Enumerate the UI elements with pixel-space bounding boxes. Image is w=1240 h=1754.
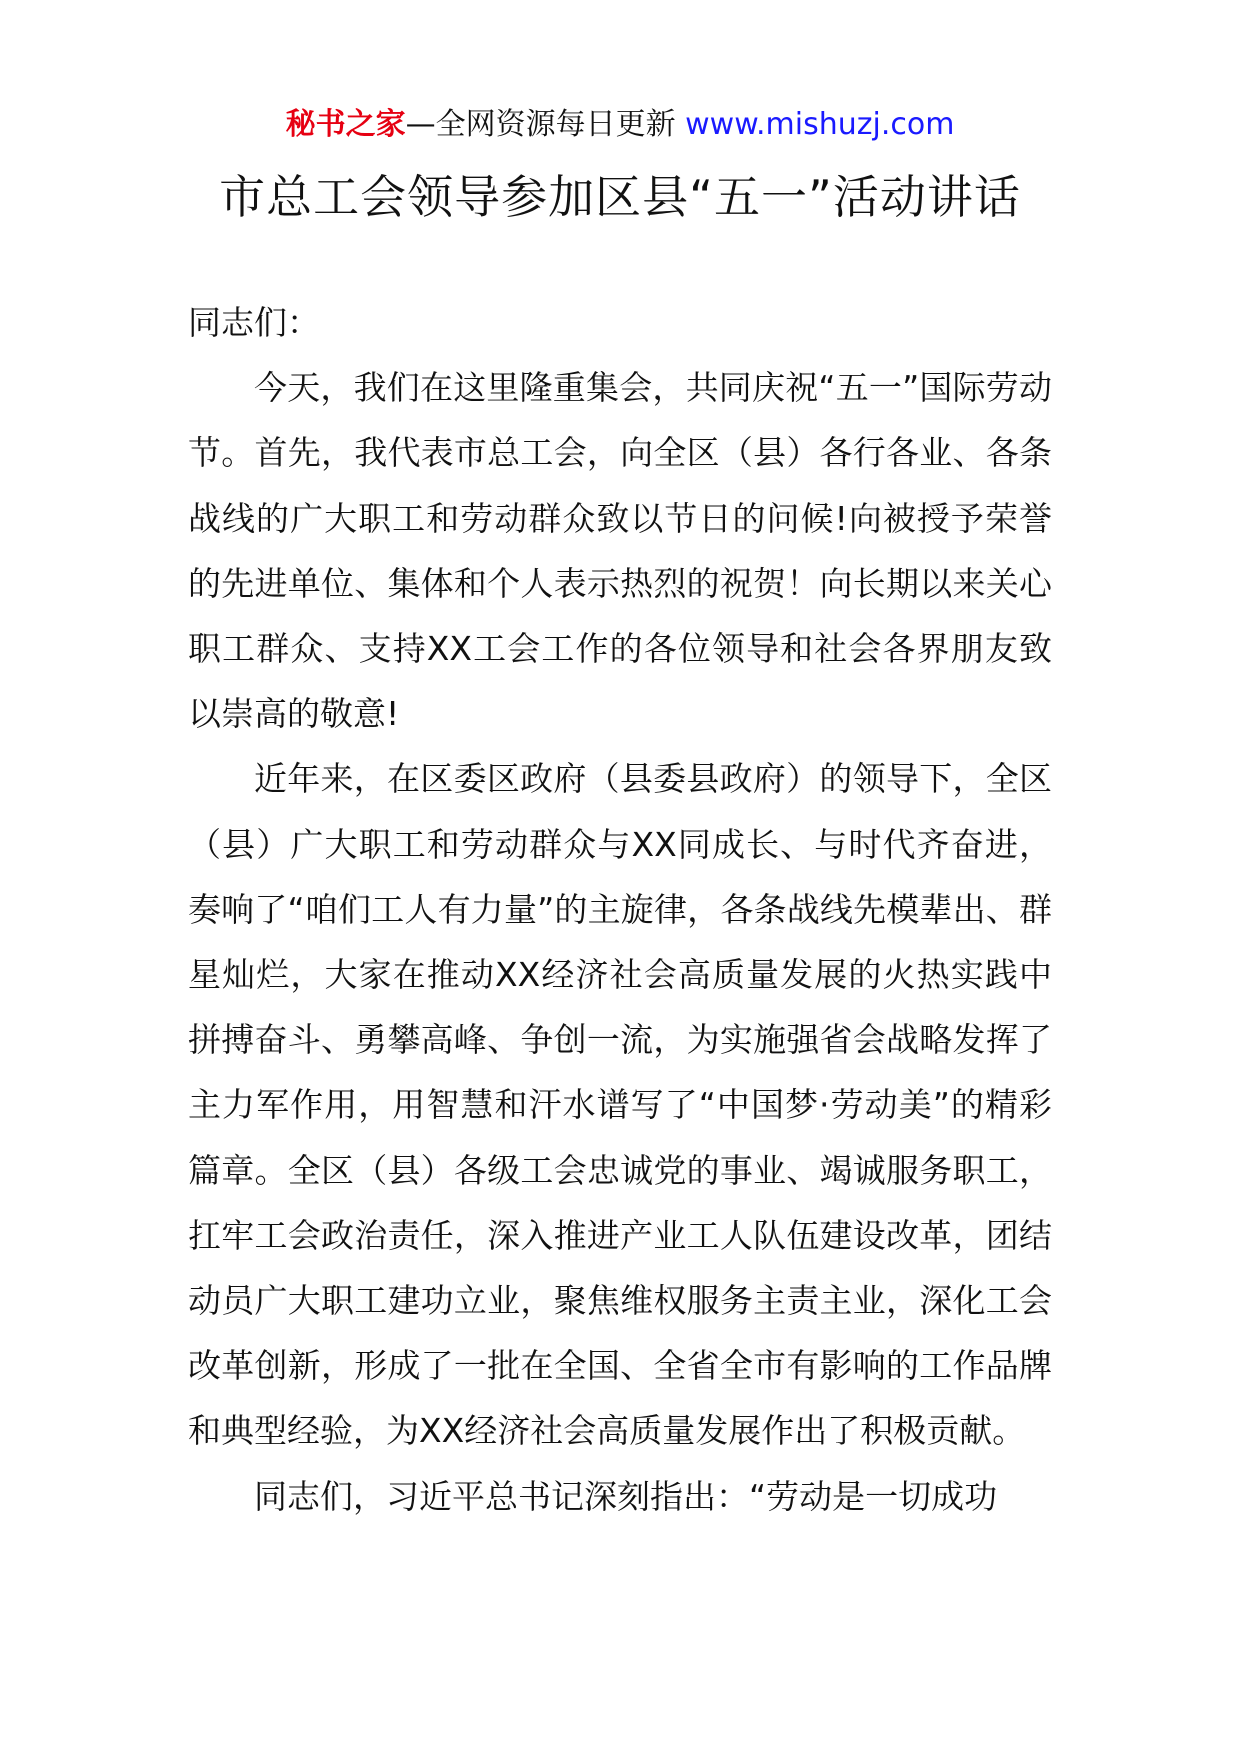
paragraph-2: 近年来，在区委区政府（县委县政府）的领导下，全区（县）广大职工和劳动群众与XX同成长、与时代齐奋进，奏响了“咱们工人有力量”的主旋律，各条战线先模辈出、群星灿烂，大家在推动XX经济社会高质量发展的火热实践中拼搏奋斗、勇攀高峰、争创一流，为实施强省会战略发挥了主力军作用，用智慧和汗水谱写了“中国梦·劳动美”的精彩篇章。全区（县）各级工会忠诚党的事业、竭诚服务职工，扛牢工会政治责任，深入推进产业工人队伍建设改革，团结动员广大职工建功立业，聚焦维权服务主责主业，深化工会改革创新，形成了一批在全国、全省全市有影响的工作品牌和典型经验，为XX经济社会高质量发展作出了积极贡献。 [188, 759, 1052, 1451]
document-title: 市总工会领导参加区县“五一”活动讲话 [219, 170, 1021, 224]
document-body [188, 290, 1052, 1529]
paragraph-3: 同志们，习近平总书记深刻指出：“劳动是一切成功 [254, 1476, 998, 1516]
site-url-link[interactable]: www.mishuzj.com [685, 107, 955, 142]
paragraph-1: 今天，我们在这里隆重集会，共同庆祝“五一”国际劳动节。首先，我代表市总工会，向全区（县）各行各业、各条战线的广大职工和劳动群众致以节日的问候!向被授予荣誉的先进单位、集体和个人表示热烈的祝贺！向长期以来关心职工群众、支持XX工会工作的各位领导和社会各界朋友致以崇高的敬意! [188, 368, 1052, 734]
site-header [0, 100, 1240, 150]
site-brand: 秘书之家 [285, 107, 406, 142]
site-tagline: —全网资源每日更新 [405, 107, 686, 142]
salutation: 同志们： [188, 303, 320, 342]
